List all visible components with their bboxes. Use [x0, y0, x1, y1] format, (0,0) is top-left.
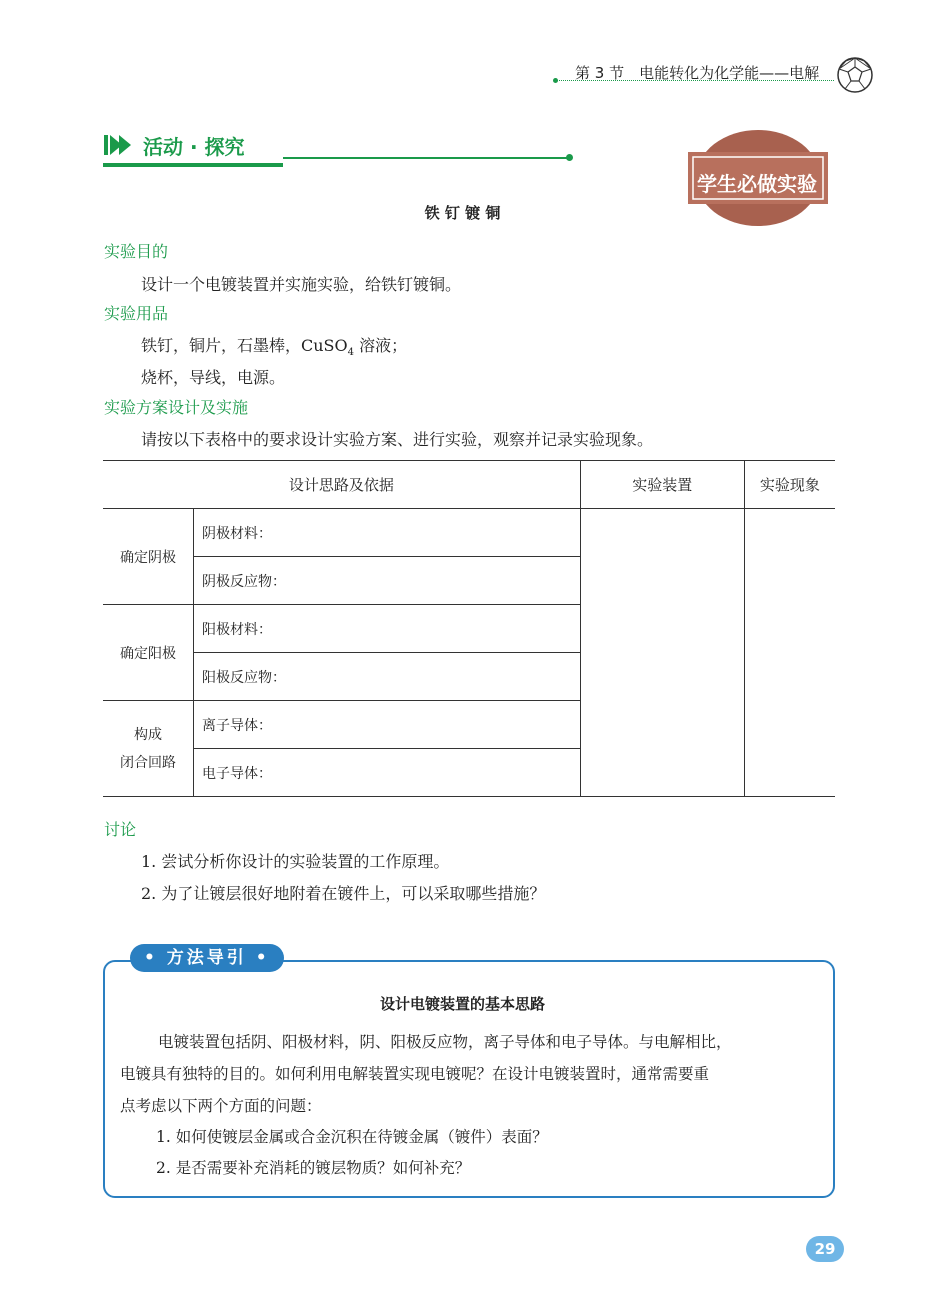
- experiment-title: 铁 钉 镀 铜: [424, 204, 501, 222]
- method-question: 1. 如何使镀层金属或合金沉积在待镀金属（镀件）表面？: [156, 1128, 548, 1146]
- method-paragraph-line: 电镀具有独特的目的。如何利用电解装置实现电镀呢？在设计电镀装置时，通常需要重: [120, 1065, 710, 1083]
- plan-text: 请按以下表格中的要求设计实验方案、进行实验，观察并记录实验现象。: [141, 430, 654, 449]
- table-header: 实验装置: [580, 461, 744, 509]
- section-header: 第 3 节 电能转化为化学能——电解: [575, 64, 820, 82]
- discussion-heading: 讨论: [104, 820, 137, 839]
- discussion-item: 1. 尝试分析你设计的实验装置的工作原理。: [141, 852, 450, 871]
- table-cell: 电子导体：: [194, 749, 581, 797]
- discussion-item: 2. 为了让镀层很好地附着在镀件上，可以采取哪些措施？: [141, 884, 546, 903]
- table-cell: 阴极反应物：: [194, 557, 581, 605]
- table-cell: 阳极材料：: [194, 605, 581, 653]
- table-header: 设计思路及依据: [103, 461, 580, 509]
- table-header: 实验现象: [744, 461, 835, 509]
- table-header-row: [103, 461, 835, 509]
- phenomena-cell[interactable]: [744, 509, 835, 797]
- materials-line-1: 铁钉，铜片，石墨棒，CuSO$_4$ 溶液；: [141, 336, 408, 359]
- method-paragraph-line: 点考虑以下两个方面的问题：: [120, 1097, 322, 1115]
- table-cell: 阴极材料：: [194, 509, 581, 557]
- activity-rule: [283, 157, 568, 159]
- activity-title: 活动 · 探究: [143, 135, 245, 159]
- method-label: • 方法导引 •: [130, 944, 284, 972]
- experiment-table: [103, 460, 835, 797]
- activity-underline: [103, 163, 283, 167]
- apparatus-cell[interactable]: [580, 509, 744, 797]
- method-title: 设计电镀装置的基本思路: [379, 995, 545, 1013]
- row-group-label: 构成 闭合回路: [103, 701, 194, 797]
- page-number: 29: [806, 1236, 844, 1262]
- table-row: [103, 509, 835, 557]
- purpose-heading: 实验目的: [104, 242, 169, 261]
- method-question: 2. 是否需要补充消耗的镀层物质？如何补充？: [156, 1159, 471, 1177]
- materials-line-2: 烧杯，导线，电源。: [141, 368, 286, 387]
- table-cell: 离子导体：: [194, 701, 581, 749]
- method-paragraph-line: 电镀装置包括阴、阳极材料，阴、阳极反应物，离子导体和电子导体。与电解相比，: [158, 1033, 732, 1051]
- purpose-text: 设计一个电镀装置并实施实验，给铁钉镀铜。: [141, 275, 462, 294]
- fullerene-icon: [835, 55, 875, 95]
- table-cell: 阳极反应物：: [194, 653, 581, 701]
- row-group-label: 确定阳极: [103, 605, 194, 701]
- header-rule: [556, 80, 834, 81]
- row-group-label: 确定阴极: [103, 509, 194, 605]
- activity-rule-dot: [566, 154, 573, 161]
- play-arrows-icon: [103, 133, 135, 157]
- materials-heading: 实验用品: [104, 304, 169, 323]
- stamp-label: 学生必做实验: [697, 172, 817, 196]
- plan-heading: 实验方案设计及实施: [104, 398, 249, 417]
